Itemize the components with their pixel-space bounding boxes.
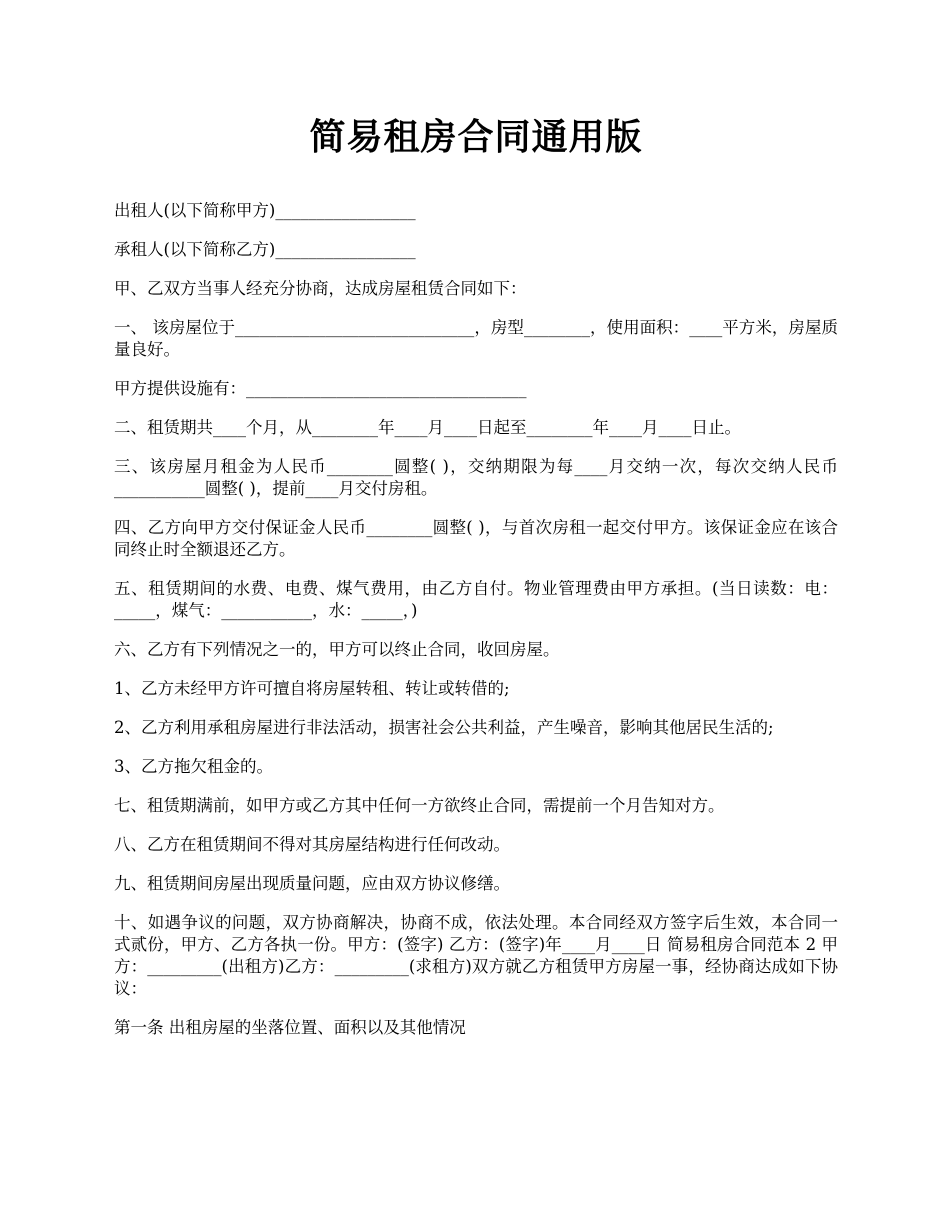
clause-6-termination: 六、乙方有下列情况之一的，甲方可以终止合同，收回房屋。: [114, 640, 560, 659]
clause-lessor: 出租人(以下简称甲方)_________________: [114, 201, 416, 220]
clause-2-term: 二、租赁期共____个月，从________年____月____日起至________年____月____日止。: [114, 418, 741, 437]
clause-4-deposit: 四、乙方向甲方交付保证金人民币________圆整( )，与首次房租一起交付甲方。该保证金应在该合同终止时全额退还乙方。: [114, 518, 838, 559]
clause-lessee: 承租人(以下简称乙方)_________________: [114, 240, 416, 259]
document-title: 简易租房合同通用版: [309, 116, 643, 158]
clause-preamble: 甲、乙双方当事人经充分协商，达成房屋租赁合同如下：: [114, 279, 527, 298]
clause-7-early-end: 七、租赁期满前，如甲方或乙方其中任何一方欲终止合同，需提前一个月告知对方。: [114, 796, 725, 815]
clause-6-item-2: 2、乙方利用承租房屋进行非法活动，损害社会公共利益，产生噪音，影响其他居民生活的;: [114, 718, 774, 737]
clause-6-item-3: 3、乙方拖欠租金的。: [114, 757, 273, 776]
article-1-heading: 第一条 出租房屋的坐落位置、面积以及其他情况: [114, 1018, 466, 1037]
document-page: [114, 112, 838, 1056]
clause-6-item-1: 1、乙方未经甲方许可擅自将房屋转租、转让或转借的;: [114, 679, 510, 698]
clause-1-location: 一、 该房屋位于_____________________________，房型________，使用面积：____平方米，房屋质量良好。: [114, 318, 838, 359]
clause-facilities: 甲方提供设施有：__________________________________: [114, 379, 527, 398]
clause-8-structure: 八、乙方在租赁期间不得对其房屋结构进行任何改动。: [114, 835, 510, 854]
clause-3-rent: 三、该房屋月租金为人民币________圆整( )，交纳期限为每____月交纳一次，每次交纳人民币___________圆整( )，提前____月交付房租。: [114, 457, 838, 498]
clause-9-repairs: 九、租赁期间房屋出现质量问题，应由双方协议修缮。: [114, 874, 510, 893]
clause-10-disputes: 十、如遇争议的问题，双方协商解决，协商不成，依法处理。本合同经双方签字后生效，本合同一式贰份，甲方、乙方各执一份。甲方：(签字) 乙方：(签字)年____月____日 简易租房合同范本 2 甲方：_________(出租方)乙方：_________(求租方)双方就乙方租赁甲方房屋一事，经协商达成如下协议：: [114, 913, 838, 998]
clause-5-utilities: 五、租赁期间的水费、电费、煤气费用，由乙方自付。物业管理费由甲方承担。(当日读数：电：_____，煤气：___________，水：_____，): [114, 579, 838, 620]
